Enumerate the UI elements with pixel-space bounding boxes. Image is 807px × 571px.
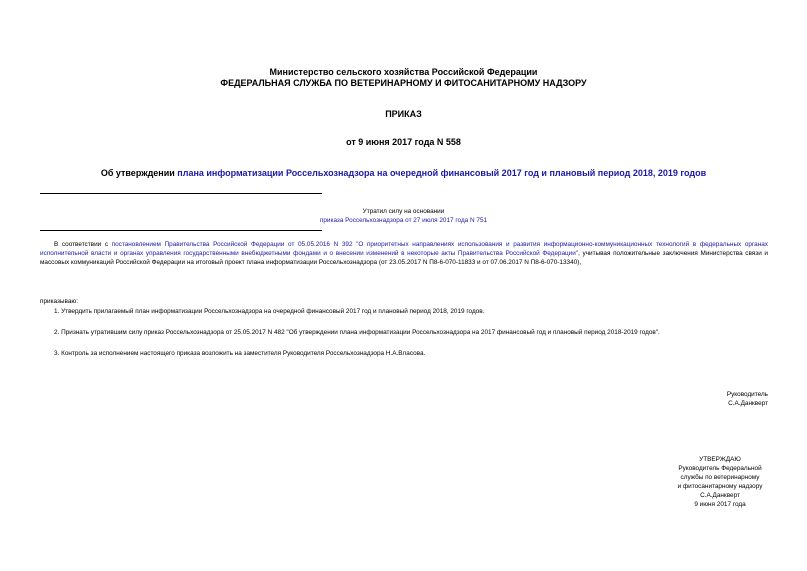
order-title	[0, 168, 807, 178]
ministry-name: Министерство сельского хозяйства Российской Федерации	[269, 67, 538, 77]
prikazyvayu-text: приказываю:	[40, 298, 78, 305]
order-label: ПРИКАЗ	[385, 109, 422, 119]
approval-line: 9 июня 2017 года	[694, 501, 746, 508]
preamble-paragraph	[40, 240, 768, 267]
signature-block	[727, 390, 768, 408]
order-item-1: 1. Утвердить прилагаемый план информатизации Россельхознадзора на очередной финансовый 2017 год и плановый период 2018, 2019 годов.	[54, 308, 485, 315]
revoked-text: Утратил силу на основании	[362, 208, 445, 215]
approval-line: и фитосанитарному надзору	[677, 483, 763, 490]
revoked-note	[0, 207, 807, 225]
signature-name: С.А.Данкверт	[728, 400, 768, 407]
revoked-link[interactable]: приказа Россельхознадзора от 27 июля 2017 года N 751	[319, 217, 488, 224]
divider-bottom	[40, 230, 322, 231]
preamble-start: В соответствии с	[54, 241, 112, 248]
title-prefix: Об утверждении	[100, 168, 178, 178]
signature-role: Руководитель	[726, 391, 768, 398]
order-item-2: 2. Признать утратившим силу приказ Россельхознадзора от 25.05.2017 N 482 "Об утверждении плана информатизации Россельхознадзора на 2017 финансовый год и плановый период 2018-2019 годов".	[54, 329, 660, 336]
document-header	[0, 67, 807, 89]
divider-top	[40, 193, 322, 194]
order-date: от 9 июня 2017 года N 558	[346, 137, 461, 147]
order-item-3: 3. Контроль за исполнением настоящего приказа возложить на заместителя Руководителя Россельхознадзора Н.А.Власова.	[54, 350, 426, 357]
approval-line: службы по ветеринарному	[680, 474, 760, 481]
title-link[interactable]: плана информатизации Россельхознадзора на очередной финансовый 2017 год и плановый период 2018, 2019 годов	[177, 168, 707, 178]
preamble-end: , учитывая положительные заключения Министерства связи и массовых коммуникаций Российской Федерации на итоговый проект плана информатизации Россельхознадзора (от 23.05.2017 N П8-6-070-11833 и от 07.06.2017 N П8-6-070-13340),	[40, 250, 768, 266]
service-name: ФЕДЕРАЛЬНАЯ СЛУЖБА ПО ВЕТЕРИНАРНОМУ И ФИТОСАНИТАРНОМУ НАДЗОРУ	[220, 78, 587, 88]
decree-link[interactable]: постановлением Правительства Российской Федерации от 05.05.2016 N 392 "О приоритетных направлениях использования и развития информационно-коммуникационных технологий в федеральных органах исполнительной власти и органах управления государственными внебюджетными фондами и о внесении изменений в некоторые акты Правительства Российской Федерации"	[40, 241, 769, 257]
approval-line: УТВЕРЖДАЮ	[699, 456, 741, 463]
approval-line: С.А.Данкверт	[700, 492, 740, 499]
approval-block	[670, 455, 770, 509]
approval-line: Руководитель Федеральной	[678, 465, 762, 472]
